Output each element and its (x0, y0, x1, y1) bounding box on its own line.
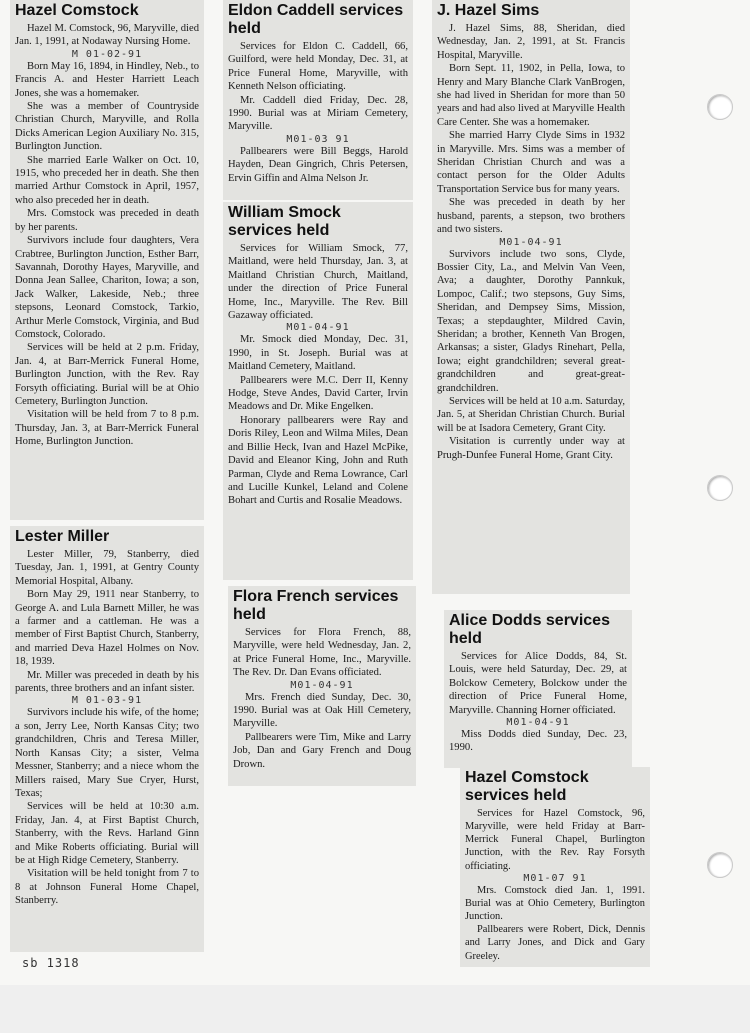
clipping-paragraph: Services for Alice Dodds, 84, St. Louis, were held Saturday, Dec. 29, at Bolckow Cemetery, Bolckow under the direction of Price Funeral Home, Maryville. Channing Horner officiated. (449, 651, 627, 716)
clipping-eldon-caddell-services (223, 0, 413, 200)
clipping-paragraph: Services will be held at 2 p.m. Friday, Jan. 4, at Barr-Merrick Funeral Home, Burlington Junction, with the Rev. Ray Forsyth officiating. Burial will be at Ohio Cemetery, Burlington Junction. (15, 342, 199, 407)
clipping-paragraph: She was a member of Countryside Christian Church, Maryville, and Rolla Dicks American Legion Auxiliary No. 315, Burlington Junction. (15, 101, 199, 153)
clipping-paragraph: J. Hazel Sims, 88, Sheridan, died Wednesday, Jan. 2, 1991, at St. Francis Hospital, Maryville. (437, 23, 625, 61)
clipping-paragraph: Services will be held at 10 a.m. Saturday, Jan. 5, at Sheridan Christian Church. Burial will be at Isadora Cemetery, Grant City. (437, 395, 625, 434)
clipping-paragraph: Services for Flora French, 88, Maryville, were held Wednesday, Jan. 2, at Price Funeral Home, Inc., Maryville. The Rev. Dr. Dan Evans officiated. (233, 627, 411, 679)
handwritten-date-note: M01-04-91 (506, 717, 570, 729)
clipping-headline: Flora French services held (233, 588, 399, 623)
clipping-paragraph: Pallbearers were Robert, Dick, Dennis and Larry Jones, and Dick and Gary Greeley. (465, 924, 645, 962)
clipping-j-hazel-sims-obituary (432, 0, 630, 594)
clipping-hazel-comstock-obituary (10, 0, 204, 520)
clipping-paragraph: Pallbearers were Bill Beggs, Harold Hayden, Dean Gingrich, Chris Petersen, Ervin Giffin and Alma Nelson Jr. (228, 145, 408, 184)
handwritten-date-note: M 01-03-91 (71, 695, 143, 707)
punch-hole (707, 852, 733, 878)
clipping-paragraph: Born Sept. 11, 1902, in Pella, Iowa, to Henry and Mary Blanche Clark VanBrogen, she had lived in Sheridan for more than 50 years and had also lived at Maryville Health Care Center. She was a homemaker. (437, 63, 625, 128)
clipping-paragraph: Mrs. Comstock was preceded in death by her parents. (15, 208, 199, 233)
clipping-hazel-comstock-services (460, 767, 650, 967)
clipping-paragraph: Services will be held at 10:30 a.m. Friday, Jan. 4, at First Baptist Church, Stanberry, with the Revs. Harland Ginn and Mike Roberts officiating. Burial will be at High Ridge Cemetery, Stanberry. (15, 801, 199, 866)
clipping-headline: Alice Dodds services held (449, 612, 610, 647)
clipping-paragraph: Services for Hazel Comstock, 96, Maryville, were held Friday at Barr-Merrick Funeral Chapel, Burlington Junction, with the Rev. Ray Forsyth officiating. (465, 808, 645, 872)
clipping-paragraph: Mr. Miller was preceded in death by his parents, three brothers and an infant sister. (15, 669, 199, 695)
clipping-headline: Hazel Comstock (15, 2, 139, 19)
punch-hole (707, 94, 733, 120)
clipping-flora-french-services (228, 586, 416, 786)
clipping-paragraph: Born May 16, 1894, in Hindley, Neb., to Francis A. and Hester Harriett Leach Jones, she was a homemaker. (15, 60, 199, 99)
clipping-paragraph: She was preceded in death by her husband, parents, a stepson, two brothers and two sisters. (437, 197, 625, 236)
clipping-headline: Hazel Comstock services held (465, 769, 589, 804)
clipping-paragraph: Services for Eldon C. Caddell, 66, Guilford, were held Monday, Dec. 31, at Price Funeral Home, Maryville, with Kenneth Nelson officiating. (228, 41, 408, 93)
clipping-paragraph: Mr. Caddell died Friday, Dec. 28, 1990. Burial was at Miriam Cemetery, Maryville. (228, 94, 408, 133)
clipping-paragraph: Visitation will be held from 7 to 8 p.m. Thursday, Jan. 3, at Barr-Merrick Funeral Home, Burlington Junction. (15, 409, 199, 448)
clipping-paragraph: Survivors include his wife, of the home; a son, Jerry Lee, North Kansas City; two grandchildren, Chris and Teresa Miller, North Kansas City; a sister, Velma Messner, Stanberry; and a niece whom the Millers raised, Mary Sue Cryer, Hurst, Texas; (15, 707, 199, 799)
clipping-headline: William Smock services held (228, 204, 341, 239)
clipping-headline: J. Hazel Sims (437, 2, 540, 19)
clipping-paragraph: Lester Miller, 79, Stanberry, died Tuesday, Jan. 1, 1991, at Gentry County Memorial Hospital, Albany. (15, 549, 199, 587)
clipping-paragraph: Services for William Smock, 77, Maitland, were held Thursday, Jan. 3, at Maitland Christian Church, Maitland, under the direction of Price Funeral Home, Inc., Maryville. The Rev. Bill Gazaway officiated. (228, 243, 408, 322)
handwritten-date-note: M01-07 91 (523, 872, 587, 884)
clipping-headline: Lester Miller (15, 528, 110, 545)
punch-hole (707, 475, 733, 501)
handwritten-date-note: M01-03 91 (286, 133, 350, 145)
handwritten-date-note: M01-04-91 (286, 322, 350, 334)
sheet-reference: sb 1318 (22, 956, 80, 970)
clipping-paragraph: Visitation will be held tonight from 7 to 8 at Johnson Funeral Home Chapel, Stanberry. (15, 868, 199, 907)
clipping-paragraph: Pallbearers were M.C. Derr II, Kenny Hodge, Steve Andes, David Carter, Irvin Meadows and Dr. Mike Engelken. (228, 374, 408, 413)
clipping-paragraph: She married Earle Walker on Oct. 10, 1915, who preceded her in death. She then married Arthur Comstock in April, 1957, who also preceded her in death. (15, 154, 199, 206)
clipping-paragraph: Miss Dodds died Sunday, Dec. 23, 1990. (449, 729, 627, 754)
handwritten-date-note: M 01-02-91 (71, 48, 143, 60)
handwritten-date-note: M01-04-91 (499, 236, 563, 248)
clipping-paragraph: Visitation is currently under way at Prugh-Dunfee Funeral Home, Grant City. (437, 436, 625, 461)
clipping-paragraph: Survivors include two sons, Clyde, Bossier City, La., and Melvin Van Veen, Ava; a daughter, Dorothy Pannkuk, Lompoc, Calif.; two stepsons, Guy Sims, Sheridan, and Dempsey Sims, Mission, Texas; a stepdaughter, Mildred Cavin, Sheridan; a brother, Kenneth Van Brogen, Arkansas; a sister, Gladys Rinehart, Pella, Iowa; eight grandchildren; several great-grandchildren and great-great-grandchildren. (437, 248, 625, 394)
clipping-lester-miller-obituary (10, 526, 204, 952)
clipping-william-smock-services (223, 202, 413, 580)
clipping-paragraph: Pallbearers were Tim, Mike and Larry Job, Dan and Gary French and Doug Drown. (233, 731, 411, 770)
handwritten-date-note: M01-04-91 (290, 679, 354, 691)
clipping-paragraph: She married Harry Clyde Sims in 1932 in Maryville. Mrs. Sims was a member of Sheridan Christian Church and was a contact person for the Older Adults Transportation Service bus for many years. (437, 130, 625, 195)
clipping-paragraph: Honorary pallbearers were Ray and Doris Riley, Leon and Wilma Miles, Dean and Billie Heck, Ivan and Hazel McPike, David and Eleanor King, John and Ruth Parman, Clyde and Rema Lowrance, Carl and Lucille Kunkel, Leland and Colene Bohart and Curtis and Rosalie Meadows. (228, 414, 408, 507)
clipping-paragraph: Hazel M. Comstock, 96, Maryville, died Jan. 1, 1991, at Nodaway Nursing Home. (15, 23, 199, 48)
clipping-alice-dodds-services (444, 610, 632, 768)
clipping-paragraph: Mrs. French died Sunday, Dec. 30, 1990. Burial was at Oak Hill Cemetery, Maryville. (233, 691, 411, 730)
clipping-headline: Eldon Caddell services held (228, 2, 404, 37)
clipping-paragraph: Mr. Smock died Monday, Dec. 31, 1990, in St. Joseph. Burial was at Maitland Cemetery, Maitland. (228, 334, 408, 373)
clipping-paragraph: Survivors include four daughters, Vera Crabtree, Burlington Junction, Esther Barr, Savannah, Dorothy Hayes, Maryville, and Donna Jean Sallee, Chariton, Iowa; a son, Jack Walker, Lakeside, Neb.; three stepsons, Leonard Comstock, Tarkio, Arthur Merle Comstock, Virginia, and Bud Comstock, Colorado. (15, 235, 199, 340)
clipping-paragraph: Mrs. Comstock died Jan. 1, 1991. Burial was at Ohio Cemetery, Burlington Junction. (465, 884, 645, 923)
clipping-paragraph: Born May 29, 1911 near Stanberry, to George A. and Lula Barnett Miller, he was a farmer and a cattleman. He was a member of First Baptist Church, Stanberry, and married Deva Hazel Holmes on Nov. 18, 1939. (15, 589, 199, 668)
